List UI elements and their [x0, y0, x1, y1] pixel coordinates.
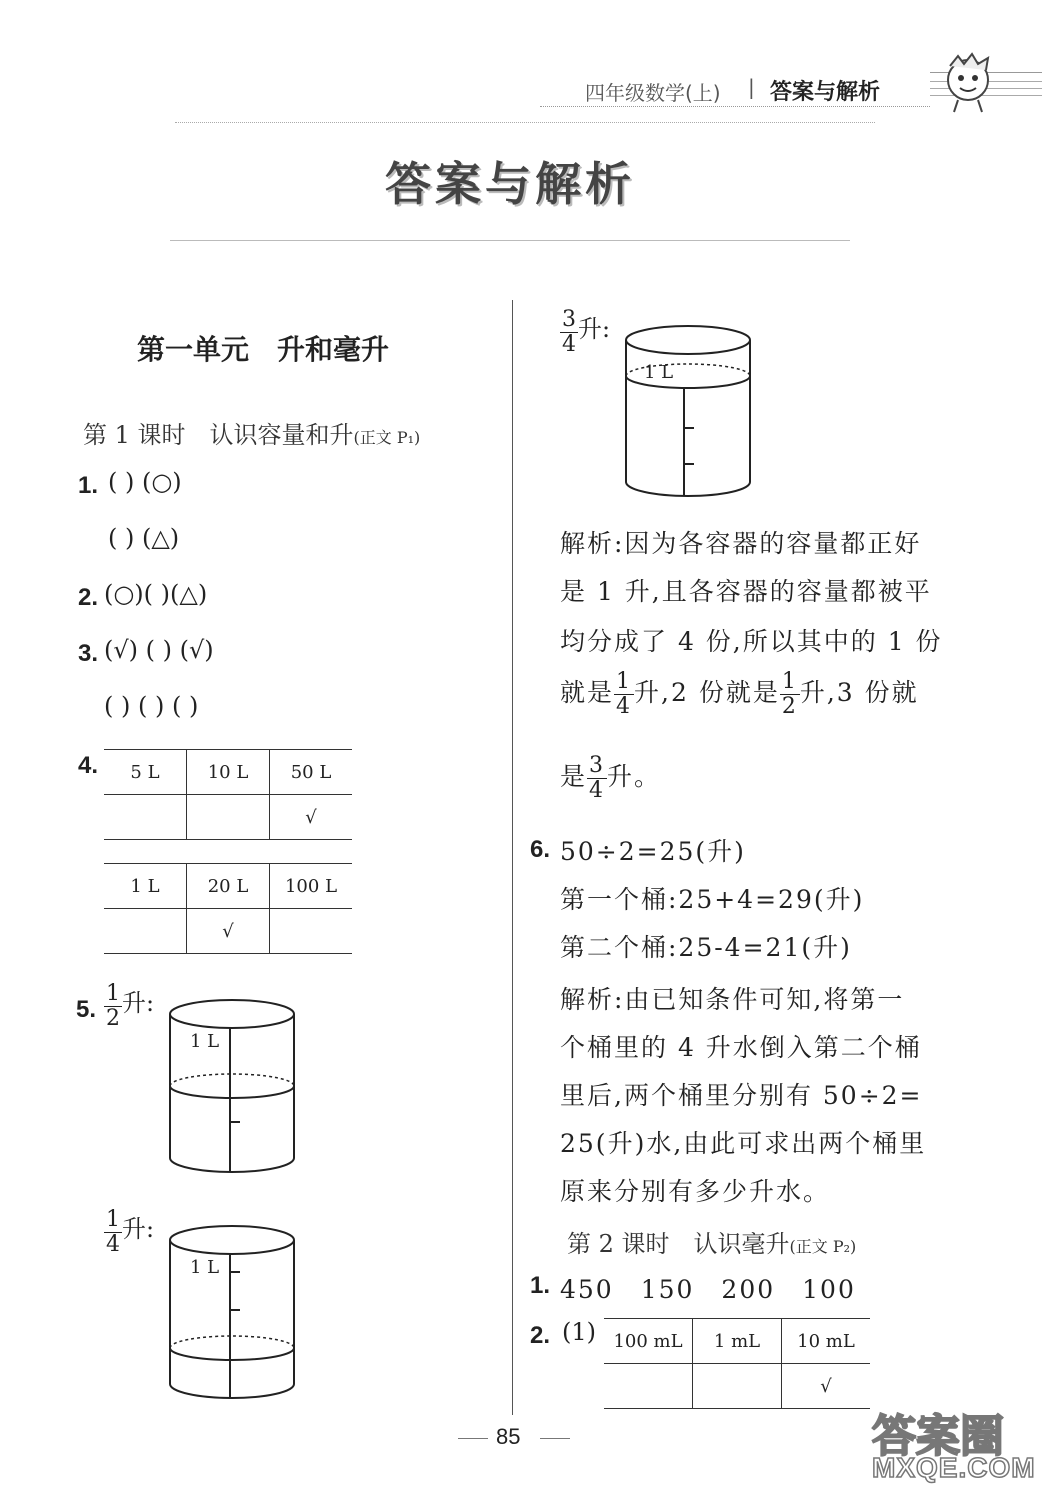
page-number: 85	[496, 1424, 521, 1449]
lesson-2-ref: (正文 P₂)	[789, 1237, 857, 1256]
text-span: 升,3 份就	[799, 678, 919, 707]
q6-expl-line4: 25(升)水,由此可求出两个桶里	[560, 1129, 927, 1158]
table-cell	[604, 1364, 693, 1409]
table-cell: 100 L	[270, 864, 353, 909]
table-cell: 10 L	[187, 750, 270, 795]
table-cell: √	[782, 1364, 871, 1409]
q6-expl-line3: 里后,两个桶里分别有 50÷2=	[560, 1081, 923, 1110]
q5-item2-label	[104, 1208, 154, 1257]
l2q1-number: 1.	[530, 1272, 551, 1299]
container-label: 1 L	[190, 1031, 220, 1052]
q4-number: 4.	[78, 752, 99, 779]
unit-text: 升:	[122, 989, 155, 1017]
container-label: 1 L	[644, 362, 674, 383]
title-top-rule	[175, 122, 875, 123]
page-title: 答案与解析	[385, 157, 635, 211]
q3-row1: (√) ( ) (√)	[104, 636, 214, 664]
unit-text: 升:	[578, 315, 611, 343]
q5-expl-line3: 均分成了 4 份,所以其中的 1 份	[560, 627, 943, 656]
fraction-numerator: 3	[562, 307, 576, 332]
fraction-numerator: 1	[781, 669, 798, 694]
footer-rule-right	[540, 1438, 570, 1439]
container-quarter-diagram	[168, 1224, 300, 1404]
unit-title: 第一单元 升和毫升	[137, 333, 390, 366]
header-section: 答案与解析	[770, 80, 881, 105]
q6-expl-line1: 解析:由已知条件可知,将第一	[560, 985, 905, 1014]
fraction-denominator: 2	[106, 1006, 120, 1031]
q5-item1-label	[104, 982, 154, 1031]
mascot-icon	[940, 52, 1000, 114]
text-span: 升,2 份就是	[634, 678, 780, 707]
header-rule	[540, 106, 930, 107]
watermark-url: MXQE.COM	[872, 1452, 1036, 1483]
fraction-numerator: 1	[106, 981, 120, 1006]
q6-line2: 第一个桶:25+4=29(升)	[560, 885, 865, 914]
table-cell: 100 mL	[604, 1319, 693, 1364]
table-cell: √	[187, 909, 270, 954]
lesson-1-ref: (正文 P₁)	[353, 428, 421, 447]
table-cell: 20 L	[187, 864, 270, 909]
table-cell	[187, 795, 270, 840]
q5-expl-line1: 解析:因为各容器的容量都正好	[560, 529, 922, 558]
q1-row1: ( ) (○)	[108, 468, 182, 496]
table-cell: 50 L	[270, 750, 353, 795]
table-cell: 10 mL	[782, 1319, 871, 1364]
q6-line1: 50÷2=25(升)	[560, 837, 746, 866]
q3-row2: ( ) ( ) ( )	[104, 692, 199, 720]
q1-number: 1.	[78, 472, 99, 499]
q5-expl-line5	[560, 754, 661, 803]
fraction-denominator: 2	[781, 694, 798, 719]
lesson-2-title: 第 2 课时 认识毫升	[567, 1230, 790, 1258]
header-book: 四年级数学(上)	[585, 81, 721, 105]
q5-expl-line4	[560, 670, 919, 719]
container-half-diagram	[168, 998, 300, 1178]
title-bottom-rule	[170, 240, 850, 241]
column-divider	[512, 300, 513, 1415]
watermark-logo: 答案圈	[872, 1411, 1004, 1462]
q5-number: 5.	[76, 996, 97, 1023]
table-cell: 5 L	[104, 750, 187, 795]
footer-rule-left	[458, 1438, 488, 1439]
q5-item3-label	[560, 308, 610, 357]
lesson-1-heading	[83, 415, 420, 450]
header-separator: |	[748, 75, 755, 99]
q6-number: 6.	[530, 836, 551, 863]
table-cell: √	[270, 795, 353, 840]
text-span: 就是	[560, 678, 615, 707]
unit-text: 升:	[122, 1215, 155, 1243]
text-span: 升。	[607, 762, 662, 791]
fraction-numerator: 3	[589, 753, 606, 778]
fraction-denominator: 4	[589, 778, 606, 803]
q6-line3: 第二个桶:25-4=21(升)	[560, 933, 852, 962]
q6-expl-line5: 原来分别有多少升水。	[560, 1177, 831, 1206]
lesson-2-heading	[567, 1224, 856, 1259]
table-cell	[104, 909, 187, 954]
q6-expl-line2: 个桶里的 4 升水倒入第二个桶	[560, 1033, 922, 1062]
l2q2-sub: (1)	[562, 1318, 596, 1346]
table-cell	[693, 1364, 782, 1409]
fraction-numerator: 1	[616, 669, 633, 694]
table-cell	[104, 795, 187, 840]
l2q2-number: 2.	[530, 1322, 551, 1349]
l2q2-table	[604, 1318, 870, 1409]
q1-row2: ( ) (△)	[108, 524, 180, 552]
container-label: 1 L	[190, 1257, 220, 1278]
table-cell: 1 mL	[693, 1319, 782, 1364]
q4-table-2	[104, 863, 352, 954]
fraction-denominator: 4	[562, 332, 576, 357]
fraction-denominator: 4	[616, 694, 633, 719]
q3-number: 3.	[78, 640, 99, 667]
container-three-quarter-diagram	[622, 322, 756, 502]
q2-number: 2.	[78, 584, 99, 611]
q4-table-1	[104, 749, 352, 840]
fraction-numerator: 1	[106, 1207, 120, 1232]
lesson-1-title: 第 1 课时 认识容量和升	[83, 421, 354, 449]
table-cell	[270, 909, 353, 954]
l2q1-values: 450 150 200 100	[560, 1275, 856, 1304]
q2-row1: (○)( )(△)	[104, 580, 208, 608]
text-span: 是	[560, 762, 588, 791]
table-cell: 1 L	[104, 864, 187, 909]
q5-expl-line2: 是 1 升,且各容器的容量都被平	[560, 577, 932, 606]
fraction-denominator: 4	[106, 1232, 120, 1257]
